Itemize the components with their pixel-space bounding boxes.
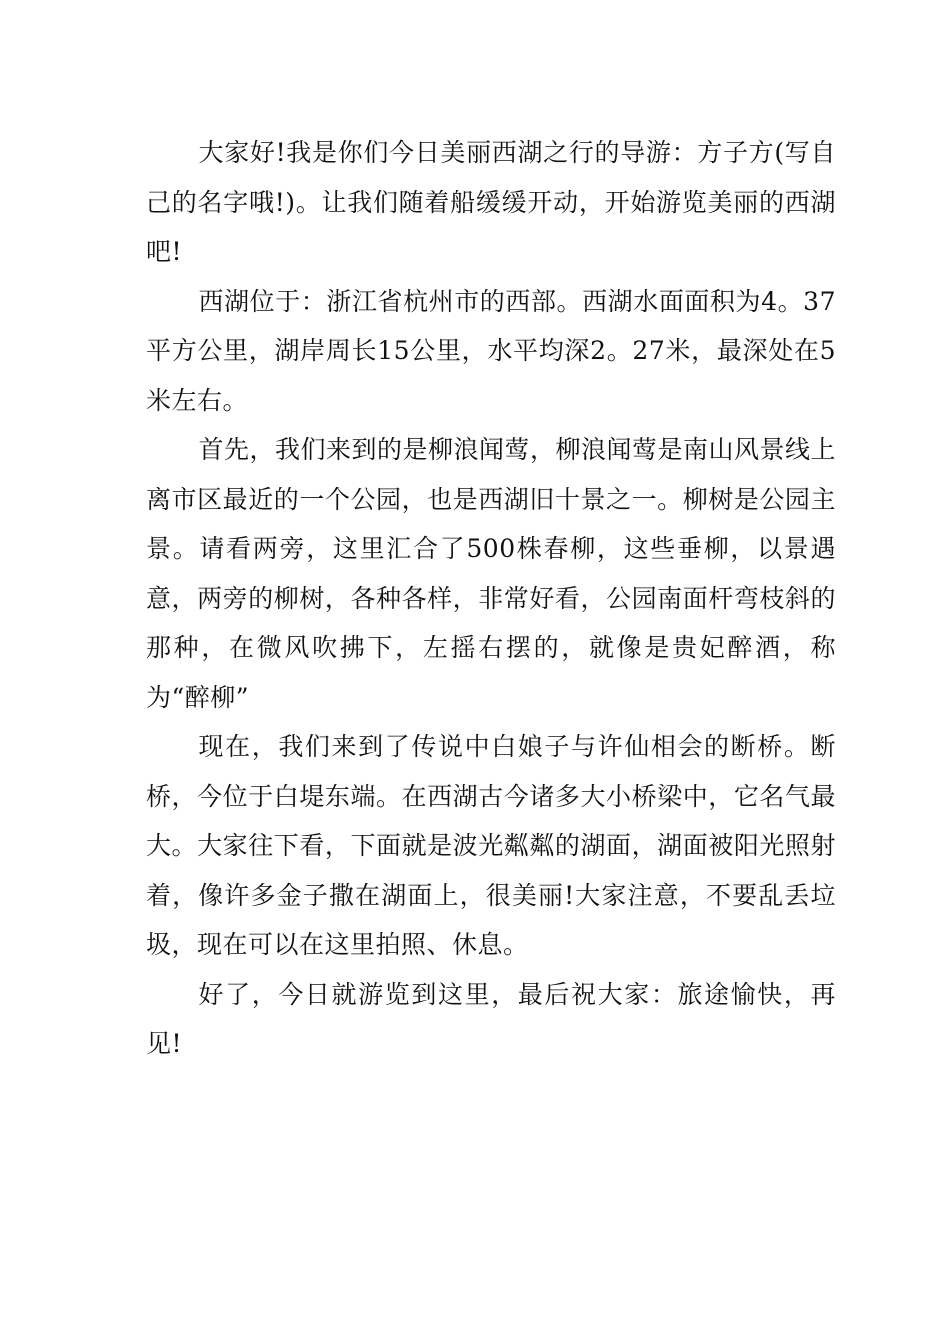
paragraph-farewell: 好了，今日就游览到这里，最后祝大家：旅途愉快，再见!: [146, 979, 836, 1058]
paragraph-liulang: 首先，我们来到的是柳浪闻莺，柳浪闻莺是南山风景线上离市区最近的一个公园，也是西湖旧十景之一。柳树是公园主景。请看两旁，这里汇合了500株春柳，这些垂柳，以景遇意，两旁的柳树，各种各样，非常好看，公园南面杆弯枝斜的那种，在微风吹拂下，左摇右摆的，就像是贵妃醉酒，称为“醉柳”: [146, 435, 837, 712]
paragraph-duanqiao: 现在，我们来到了传说中白娘子与许仙相会的断桥。断桥，今位于白堤东端。在西湖古今诸多大小桥梁中，它名气最大。大家往下看，下面就是波光粼粼的湖面，湖面被阳光照射着，像许多金子撒在湖面上，很美丽!大家注意，不要乱丢垃圾，现在可以在这里拍照、休息。: [146, 732, 836, 959]
paragraph-intro: 大家好!我是你们今日美丽西湖之行的导游：方子方(写自己的名字哦!)。让我们随着船缓缓开动，开始游览美丽的西湖吧!: [146, 138, 836, 266]
document-body: [146, 128, 836, 1069]
paragraph-location: 西湖位于：浙江省杭州市的西部。西湖水面面积为4。37平方公里，湖岸周长15公里，水平均深2。27米，最深处在5米左右。: [146, 286, 836, 415]
